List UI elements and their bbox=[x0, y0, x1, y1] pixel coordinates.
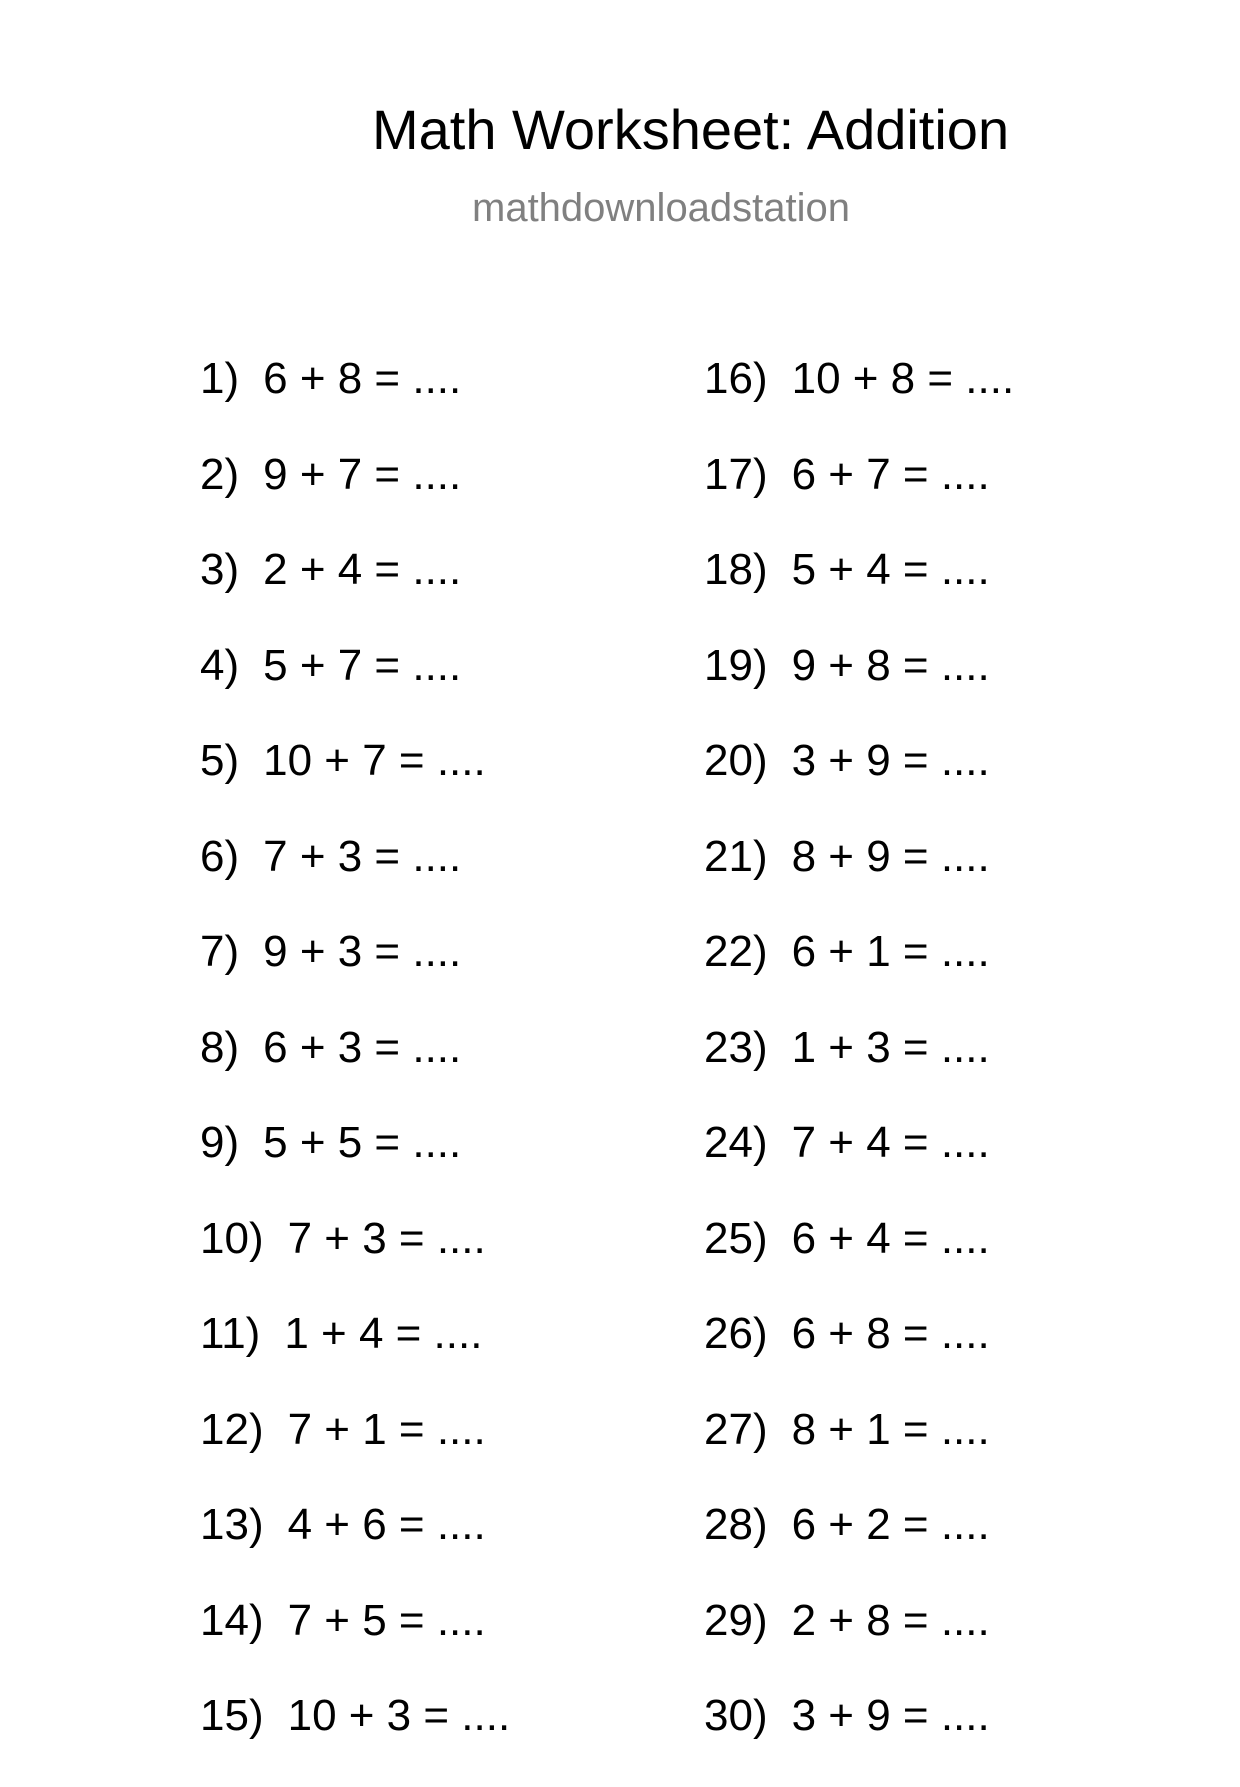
problem-item bbox=[200, 1023, 510, 1119]
problem-expression: 7 + 5 = .... bbox=[287, 1595, 486, 1645]
problem-number: 29) bbox=[704, 1595, 768, 1645]
problem-expression: 9 + 3 = .... bbox=[263, 927, 462, 976]
problem-number: 25) bbox=[704, 1213, 768, 1263]
problem-expression: 1 + 4 = .... bbox=[284, 1309, 483, 1358]
problem-column-left bbox=[200, 354, 510, 1787]
problem-expression: 7 + 1 = .... bbox=[287, 1404, 486, 1454]
problem-expression: 2 + 8 = .... bbox=[791, 1595, 990, 1645]
problem-item bbox=[704, 1405, 1014, 1501]
problem-number: 2) bbox=[200, 449, 240, 499]
problem-item bbox=[704, 832, 1014, 928]
problem-item bbox=[200, 736, 510, 832]
problem-expression: 6 + 4 = .... bbox=[791, 1213, 990, 1263]
problem-number: 30) bbox=[704, 1691, 768, 1740]
page-title: Math Worksheet: Addition bbox=[372, 98, 1010, 161]
problem-item bbox=[200, 1214, 510, 1310]
problem-number: 16) bbox=[704, 354, 768, 403]
problem-number: 6) bbox=[200, 831, 240, 881]
problem-number: 8) bbox=[200, 1022, 240, 1072]
problem-item bbox=[200, 927, 510, 1023]
problem-number: 21) bbox=[704, 831, 768, 881]
problem-item bbox=[200, 1691, 510, 1787]
problem-expression: 5 + 5 = .... bbox=[263, 1118, 462, 1167]
problem-number: 22) bbox=[704, 927, 768, 976]
problem-expression: 6 + 8 = .... bbox=[263, 354, 462, 403]
problem-item bbox=[704, 545, 1014, 641]
problem-item bbox=[200, 1500, 510, 1596]
problem-number: 24) bbox=[704, 1118, 768, 1167]
problem-number: 7) bbox=[200, 927, 240, 976]
problem-item bbox=[704, 1596, 1014, 1692]
problem-number: 13) bbox=[200, 1500, 264, 1549]
problem-item bbox=[704, 450, 1014, 546]
page-subtitle: mathdownloadstation bbox=[472, 186, 851, 230]
problem-number: 12) bbox=[200, 1404, 264, 1454]
problem-expression: 2 + 4 = .... bbox=[263, 545, 462, 594]
problem-item bbox=[200, 545, 510, 641]
problem-number: 23) bbox=[704, 1022, 768, 1072]
problem-number: 11) bbox=[200, 1309, 261, 1358]
problem-item bbox=[704, 1691, 1014, 1787]
problem-expression: 7 + 3 = .... bbox=[287, 1213, 486, 1263]
problem-expression: 5 + 7 = .... bbox=[263, 640, 462, 690]
problem-item bbox=[200, 1596, 510, 1692]
problem-item bbox=[200, 641, 510, 737]
problem-item bbox=[200, 1405, 510, 1501]
problem-item bbox=[704, 1214, 1014, 1310]
problem-expression: 8 + 9 = .... bbox=[791, 831, 990, 881]
problem-expression: 4 + 6 = .... bbox=[287, 1500, 486, 1549]
problem-item bbox=[704, 1118, 1014, 1214]
problem-expression: 8 + 1 = .... bbox=[791, 1404, 990, 1454]
problem-expression: 10 + 3 = .... bbox=[287, 1691, 511, 1740]
problem-expression: 6 + 1 = .... bbox=[791, 927, 990, 976]
problem-expression: 6 + 3 = .... bbox=[263, 1022, 462, 1072]
problem-expression: 7 + 4 = .... bbox=[791, 1118, 990, 1167]
problem-number: 4) bbox=[200, 640, 240, 690]
problem-number: 3) bbox=[200, 545, 240, 594]
problem-expression: 10 + 8 = .... bbox=[791, 354, 1015, 403]
problem-expression: 9 + 8 = .... bbox=[791, 640, 990, 690]
problem-expression: 6 + 8 = .... bbox=[791, 1309, 990, 1358]
problem-number: 15) bbox=[200, 1691, 264, 1740]
problem-number: 10) bbox=[200, 1213, 264, 1263]
problem-number: 26) bbox=[704, 1309, 768, 1358]
problem-expression: 10 + 7 = .... bbox=[263, 736, 486, 785]
problem-number: 5) bbox=[200, 736, 240, 785]
problem-item bbox=[200, 354, 510, 450]
problem-number: 14) bbox=[200, 1595, 264, 1645]
problem-number: 17) bbox=[704, 449, 768, 499]
problem-expression: 1 + 3 = .... bbox=[791, 1022, 990, 1072]
problem-number: 20) bbox=[704, 736, 768, 785]
problem-item bbox=[200, 1309, 510, 1405]
problem-number: 1) bbox=[200, 354, 240, 403]
problem-item bbox=[704, 1023, 1014, 1119]
problem-number: 27) bbox=[704, 1404, 768, 1454]
problem-item bbox=[704, 641, 1014, 737]
problem-expression: 7 + 3 = .... bbox=[263, 831, 462, 881]
problem-expression: 5 + 4 = .... bbox=[791, 545, 990, 594]
problem-item bbox=[704, 1309, 1014, 1405]
problem-item bbox=[200, 1118, 510, 1214]
problem-expression: 6 + 2 = .... bbox=[791, 1500, 990, 1549]
problem-column-right bbox=[704, 354, 1014, 1787]
problem-number: 28) bbox=[704, 1500, 768, 1549]
problem-item bbox=[704, 927, 1014, 1023]
problem-number: 9) bbox=[200, 1118, 240, 1167]
problem-item bbox=[200, 832, 510, 928]
problem-expression: 9 + 7 = .... bbox=[263, 449, 462, 499]
problem-item bbox=[704, 736, 1014, 832]
problem-item bbox=[704, 1500, 1014, 1596]
problem-expression: 3 + 9 = .... bbox=[791, 736, 990, 785]
problem-expression: 6 + 7 = .... bbox=[791, 449, 990, 499]
problem-number: 18) bbox=[704, 545, 768, 594]
problem-expression: 3 + 9 = .... bbox=[791, 1691, 990, 1740]
problem-number: 19) bbox=[704, 640, 768, 690]
problem-item bbox=[200, 450, 510, 546]
problem-item bbox=[704, 354, 1014, 450]
